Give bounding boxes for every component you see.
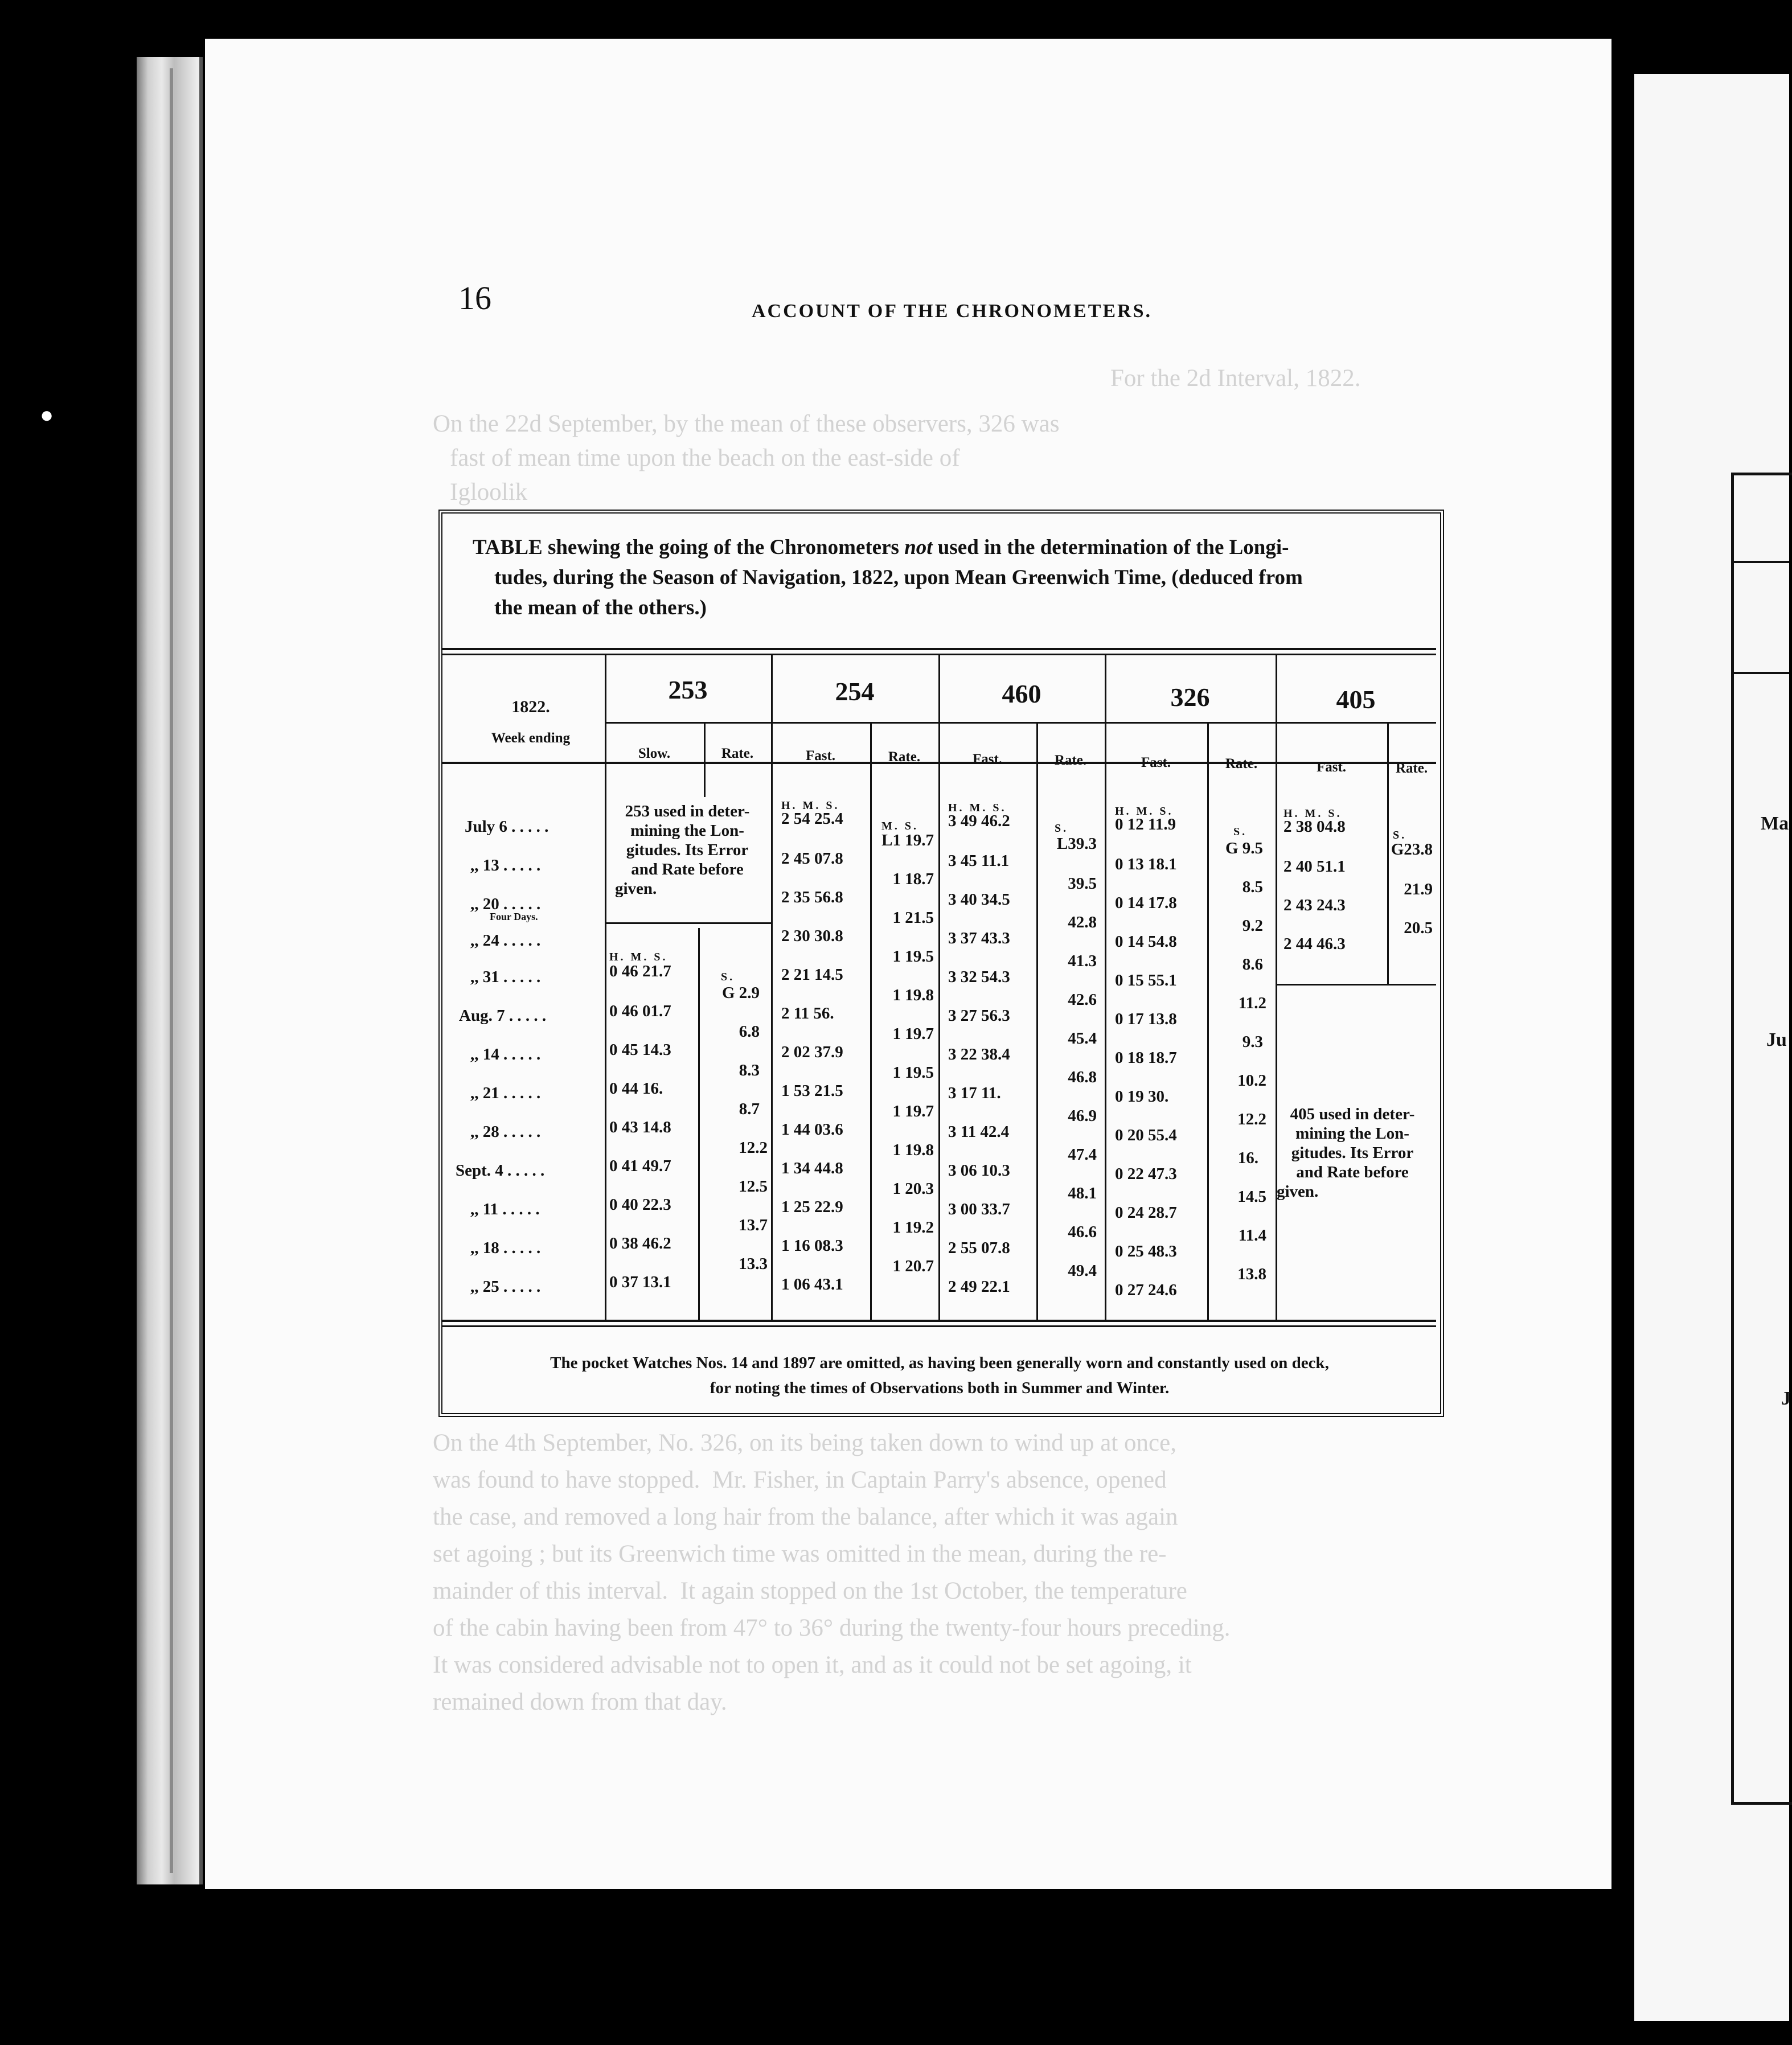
bleed-through-text: was found to have stopped. Mr. Fisher, in Captain Parry's absence, opened xyxy=(433,1467,1167,1493)
rate-value: 1 19.7 xyxy=(892,1102,934,1120)
scan-speck: ● xyxy=(40,402,54,428)
rate-value: 9.2 xyxy=(1242,917,1263,935)
error-value: 2 21 14.5 xyxy=(781,966,843,984)
rate-value: 11.4 xyxy=(1238,1226,1266,1245)
date-row: ,, 11 . . . . . xyxy=(470,1200,540,1218)
error-value: 1 44 03.6 xyxy=(781,1120,843,1139)
error-value: 3 45 11.1 xyxy=(948,852,1010,870)
hms-units: H. M. S. xyxy=(609,951,668,963)
error-value: 0 24 28.7 xyxy=(1115,1204,1177,1222)
caption-text: the mean of the others.) xyxy=(494,596,707,619)
facing-page-rule xyxy=(1731,561,1789,563)
rate-value: 13.8 xyxy=(1237,1265,1266,1283)
error-value: 1 34 44.8 xyxy=(781,1159,843,1177)
date-row: ,, 24 . . . . . xyxy=(470,931,541,950)
error-value: 1 06 43.1 xyxy=(781,1275,843,1293)
chronometer-405-heading: 405 xyxy=(1336,685,1376,714)
date-row: ,, 31 . . . . . xyxy=(470,968,541,986)
note-line: gitudes. Its Error xyxy=(626,841,749,859)
error-value: 0 40 22.3 xyxy=(609,1196,671,1214)
rate-value: 1 19.8 xyxy=(892,1141,934,1159)
bleed-through-text: Igloolik xyxy=(450,479,528,506)
rate-heading: Rate. xyxy=(1225,756,1258,771)
ms-units: M. S. xyxy=(881,820,918,832)
error-value: 0 41 49.7 xyxy=(609,1157,671,1175)
error-value: 0 20 55.4 xyxy=(1115,1126,1177,1144)
note-line: gitudes. Its Error xyxy=(1291,1144,1414,1162)
table-rule xyxy=(605,922,771,924)
error-value: 2 40 51.1 xyxy=(1283,857,1346,876)
rate-value: 8.7 xyxy=(739,1100,760,1118)
table-rule xyxy=(442,1320,1436,1322)
bleed-through-text: On the 22d September, by the mean of these observers, 326 was xyxy=(433,410,1060,437)
rate-value: 1 20.7 xyxy=(892,1257,934,1275)
rate-value: 48.1 xyxy=(1068,1184,1097,1202)
rate-value: 8.3 xyxy=(739,1061,760,1079)
rate-value: L1 19.7 xyxy=(881,831,934,849)
footnote-line: for noting the times of Observations both in Summer and Winter. xyxy=(710,1379,1170,1397)
rate-value: 1 19.7 xyxy=(892,1025,934,1043)
week-ending-heading: Week ending xyxy=(491,730,571,746)
error-value: 3 22 38.4 xyxy=(948,1045,1010,1063)
error-value: 0 13 18.1 xyxy=(1115,855,1177,873)
running-title: ACCOUNT OF THE CHRONOMETERS. xyxy=(752,301,1153,322)
error-value: 0 17 13.8 xyxy=(1115,1010,1177,1028)
error-value: 0 44 16. xyxy=(609,1079,663,1098)
rate-value: 46.9 xyxy=(1068,1107,1097,1125)
bleed-through-text: of the cabin having been from 47° to 36° during the twenty-four hours preceding. xyxy=(433,1615,1231,1641)
bleed-through-text: fast of mean time upon the beach on the east-side of xyxy=(450,445,960,471)
rate-value: 9.3 xyxy=(1242,1033,1263,1051)
error-value: 0 14 54.8 xyxy=(1115,933,1177,951)
date-row: ,, 20 . . . . . xyxy=(470,895,541,913)
four-days-note: Four Days. xyxy=(490,911,538,922)
error-value: 1 25 22.9 xyxy=(781,1198,843,1216)
facing-page-rule xyxy=(1731,672,1789,674)
chronometer-253-heading: 253 xyxy=(668,675,708,704)
error-value: 0 18 18.7 xyxy=(1115,1049,1177,1067)
error-value: 3 40 34.5 xyxy=(948,890,1010,909)
error-value: 3 32 54.3 xyxy=(948,968,1010,986)
date-row: Sept. 4 . . . . . xyxy=(456,1161,545,1180)
bleed-through-text: It was considered advisable not to open it, and as it could not be set agoing, it xyxy=(433,1652,1192,1678)
error-value: 2 30 30.8 xyxy=(781,927,843,945)
rate-value: 13.3 xyxy=(739,1255,768,1273)
rate-value: 1 18.7 xyxy=(892,870,934,888)
hms-units: H. M. S. xyxy=(1283,807,1342,820)
date-row: ,, 21 . . . . . xyxy=(470,1084,541,1102)
rate-value: L39.3 xyxy=(1056,835,1097,853)
table-rule xyxy=(1207,722,1209,1320)
rate-value: 20.5 xyxy=(1404,919,1433,937)
chronometer-254-heading: 254 xyxy=(835,677,875,706)
error-value: 0 19 30. xyxy=(1115,1087,1169,1106)
error-value: 2 54 25.4 xyxy=(781,810,843,828)
error-value: 3 49 46.2 xyxy=(948,812,1010,830)
rate-heading: Rate. xyxy=(1054,753,1087,768)
table-footnote xyxy=(456,1350,1424,1401)
bleed-through-text: set agoing ; but its Greenwich time was omitted in the mean, during the re- xyxy=(433,1541,1167,1567)
rate-value: 1 21.5 xyxy=(892,909,934,927)
error-value: 3 27 56.3 xyxy=(948,1007,1010,1025)
error-heading: Fast. xyxy=(805,748,836,763)
chronometer-253-note xyxy=(607,802,768,898)
table-rule xyxy=(442,1325,1436,1327)
caption-text: TABLE shewing the going of the Chronometers xyxy=(473,536,905,559)
bleed-through-text: remained down from that day. xyxy=(433,1689,727,1715)
error-heading: Slow. xyxy=(638,746,671,761)
table-rule xyxy=(1036,722,1038,1320)
note-line: 253 used in deter- xyxy=(625,802,750,820)
date-row: ,, 13 . . . . . xyxy=(470,856,541,874)
rate-value: 46.6 xyxy=(1068,1223,1097,1241)
rate-value: 10.2 xyxy=(1237,1071,1266,1090)
hms-units: H. M. S. xyxy=(1115,805,1174,818)
rate-value: 21.9 xyxy=(1404,880,1433,898)
bleed-through-text: On the 4th September, No. 326, on its being taken down to wind up at once, xyxy=(433,1430,1176,1456)
error-value: 2 43 24.3 xyxy=(1283,896,1346,914)
error-value: 0 14 17.8 xyxy=(1115,894,1177,912)
bleed-through-text: For the 2d Interval, 1822. xyxy=(1110,365,1361,392)
table-caption xyxy=(473,532,1429,623)
error-value: 0 15 55.1 xyxy=(1115,971,1177,989)
error-value: 2 49 22.1 xyxy=(948,1278,1010,1296)
date-row: ,, 14 . . . . . xyxy=(470,1045,541,1063)
error-heading: Fast. xyxy=(1141,755,1171,770)
page-number: 16 xyxy=(458,280,491,317)
seconds-units: S. xyxy=(1233,826,1248,838)
table-rule xyxy=(442,648,1436,650)
error-heading: Fast. xyxy=(1316,759,1347,775)
error-value: 0 38 46.2 xyxy=(609,1234,671,1253)
error-value: 0 25 48.3 xyxy=(1115,1242,1177,1260)
book-spine-edge xyxy=(137,57,203,1884)
error-value: 0 46 01.7 xyxy=(609,1002,671,1020)
rate-value: 14.5 xyxy=(1237,1188,1266,1206)
table-rule xyxy=(605,722,1436,724)
error-value: 0 46 21.7 xyxy=(609,962,671,980)
rate-value: 1 19.5 xyxy=(892,1063,934,1082)
error-heading: Fast. xyxy=(972,752,1003,767)
error-value: 0 12 11.9 xyxy=(1115,815,1176,833)
table-rule xyxy=(870,722,872,1320)
rate-value: 6.8 xyxy=(739,1022,760,1041)
facing-page-fragment: Ma xyxy=(1761,813,1789,834)
rate-value: 42.8 xyxy=(1068,913,1097,931)
error-value: 3 17 11. xyxy=(948,1084,1001,1102)
rate-value: 16. xyxy=(1237,1149,1258,1167)
rate-value: 12.2 xyxy=(739,1139,768,1157)
table-rule xyxy=(1276,984,1436,985)
error-value: 2 45 07.8 xyxy=(781,849,843,868)
rate-value: 1 19.8 xyxy=(892,986,934,1004)
rate-value: G23.8 xyxy=(1391,840,1433,859)
rate-value: 46.8 xyxy=(1068,1068,1097,1086)
note-line: mining the Lon- xyxy=(1295,1124,1409,1143)
rate-value: 39.5 xyxy=(1068,874,1097,893)
rate-value: G 9.5 xyxy=(1225,839,1263,857)
footnote-line: The pocket Watches Nos. 14 and 1897 are omitted, as having been generally worn and constantly used on deck, xyxy=(550,1354,1329,1372)
caption-text: tudes, during the Season of Navigation, 1822, upon Mean Greenwich Time, (deduced from xyxy=(494,566,1303,589)
error-value: 3 11 42.4 xyxy=(948,1123,1010,1141)
rate-value: 12.5 xyxy=(739,1177,768,1196)
hms-units: H. M. S. xyxy=(948,802,1007,814)
bleed-through-text: the case, and removed a long hair from the balance, after which it was again xyxy=(433,1504,1178,1530)
rate-value: 11.2 xyxy=(1238,994,1266,1012)
note-line: and Rate before xyxy=(631,860,744,878)
chronometer-405-note xyxy=(1270,1104,1435,1201)
error-value: 2 55 07.8 xyxy=(948,1239,1010,1257)
date-row: Aug. 7 . . . . . xyxy=(459,1007,547,1025)
error-value: 3 06 10.3 xyxy=(948,1161,1010,1180)
chronometer-460-heading: 460 xyxy=(1002,679,1041,708)
rate-value: 12.2 xyxy=(1237,1110,1266,1128)
hms-units: H. M. S. xyxy=(781,799,840,812)
caption-text: used in the determination of the Longi- xyxy=(932,536,1289,559)
seconds-units: S. xyxy=(1055,822,1069,835)
error-value: 1 16 08.3 xyxy=(781,1237,843,1255)
error-value: 2 02 37.9 xyxy=(781,1043,843,1061)
caption-emphasis: not xyxy=(904,536,933,559)
note-line: 405 used in deter- xyxy=(1290,1105,1415,1123)
date-row: ,, 18 . . . . . xyxy=(470,1239,541,1257)
error-value: 0 37 13.1 xyxy=(609,1273,671,1291)
error-value: 3 37 43.3 xyxy=(948,929,1010,947)
rate-value: 41.3 xyxy=(1068,952,1097,970)
rate-value: 1 19.2 xyxy=(892,1218,934,1237)
error-value: 2 11 56. xyxy=(781,1004,834,1022)
rate-value: 8.5 xyxy=(1242,878,1263,896)
error-value: 2 38 04.8 xyxy=(1283,818,1346,836)
table-rule xyxy=(1276,654,1277,1320)
seconds-units: S. xyxy=(1393,829,1407,841)
note-line: given. xyxy=(1277,1182,1319,1201)
error-value: 0 45 14.3 xyxy=(609,1041,671,1059)
note-line: given. xyxy=(615,880,657,898)
error-value: 0 27 24.6 xyxy=(1115,1281,1177,1299)
table-rule xyxy=(698,928,700,1320)
rate-value: 13.7 xyxy=(739,1216,768,1234)
date-row: ,, 28 . . . . . xyxy=(470,1123,541,1141)
facing-page-fragment: Ju xyxy=(1766,1029,1787,1050)
rate-heading: Rate. xyxy=(721,746,754,761)
rate-value: 45.4 xyxy=(1068,1029,1097,1048)
rate-value: 1 20.3 xyxy=(892,1180,934,1198)
rate-value: G 2.9 xyxy=(721,984,760,1002)
rate-value: 49.4 xyxy=(1068,1262,1097,1280)
bleed-through-text: mainder of this interval. It again stopped on the 1st October, the temperature xyxy=(433,1578,1187,1604)
error-value: 0 43 14.8 xyxy=(609,1118,671,1136)
error-value: 1 53 21.5 xyxy=(781,1082,843,1100)
date-row: ,, 25 . . . . . xyxy=(470,1278,541,1296)
rate-value: 8.6 xyxy=(1242,955,1263,974)
week-ending-dates xyxy=(456,807,598,1306)
facing-page-fragment: J xyxy=(1781,1388,1791,1409)
seconds-units: S. xyxy=(721,971,735,983)
rate-value: 42.6 xyxy=(1068,991,1097,1009)
error-value: 3 00 33.7 xyxy=(948,1200,1010,1218)
rate-value: 1 19.5 xyxy=(892,947,934,966)
table-rule xyxy=(1105,654,1106,1320)
error-value: 2 44 46.3 xyxy=(1283,935,1346,953)
note-line: mining the Lon- xyxy=(630,822,744,840)
note-line: and Rate before xyxy=(1296,1163,1409,1181)
rate-value: 47.4 xyxy=(1068,1145,1097,1164)
year-heading: 1822. xyxy=(511,697,550,716)
chronometer-326-heading: 326 xyxy=(1170,683,1210,712)
error-value: 2 35 56.8 xyxy=(781,888,843,906)
error-value: 0 22 47.3 xyxy=(1115,1165,1177,1183)
rate-heading: Rate. xyxy=(1395,761,1428,776)
rate-heading: Rate. xyxy=(888,749,921,765)
date-row: July 6 . . . . . xyxy=(465,818,549,836)
